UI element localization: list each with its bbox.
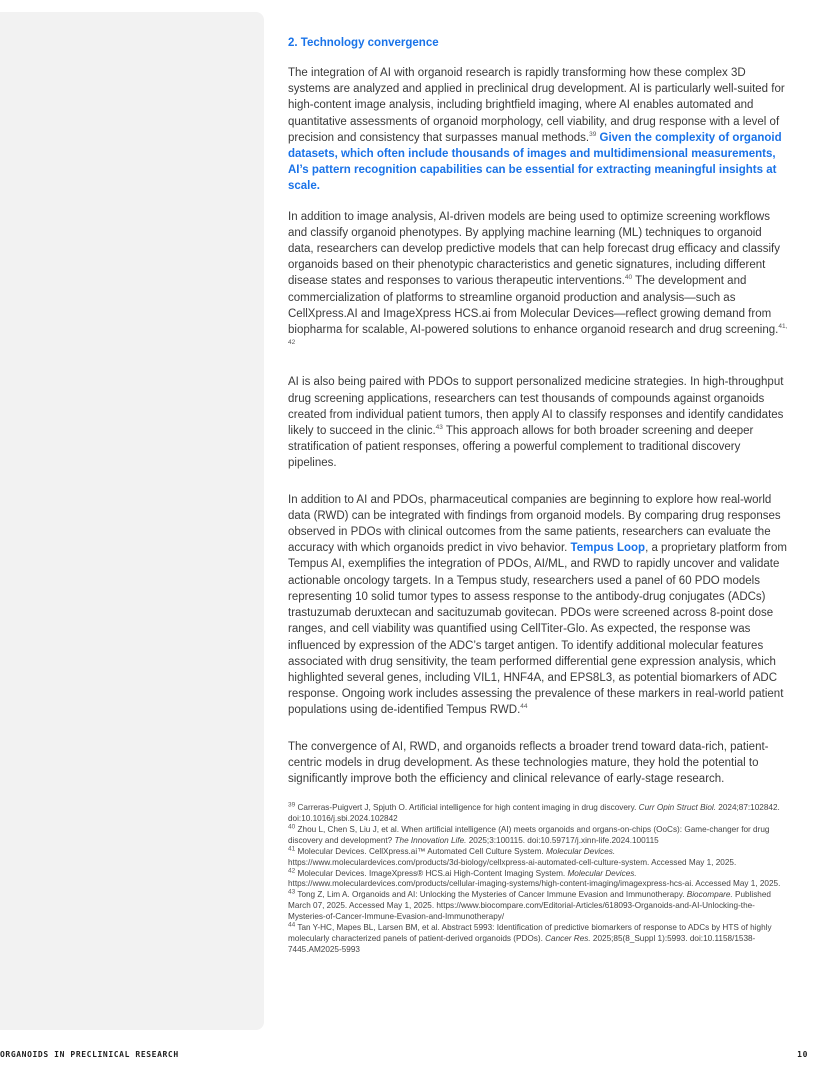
footnote-40: $^{40}$ Zhou L, Chen S, Liu J, et al. When artificial intelligence (AI) meets organoids and organs-on-chips (OoCs): Game-changer for drug discovery and development? The Innovation Life. 2025;3:100115. doi:10.59717/j.xinn-life.2024.100115: [288, 823, 770, 845]
footnotes: [288, 803, 788, 956]
page-footer: [0, 1050, 814, 1059]
section-title: 2. Technology convergence: [288, 37, 439, 49]
paragraph-2: [288, 209, 788, 355]
ref-41-42[interactable]: 41, 42: [288, 323, 788, 347]
paragraph-1: [288, 65, 788, 195]
paragraph-2-text-b: The development and commercialization of platforms to streamline organoid production and analysis—such as CellXpress.AI and ImageXpress HCS.ai from Molecular Devices—reflect growing demand from biopharma for scalable, AI-powered solutions to enhance organoid research and drug screening.: [288, 275, 779, 337]
paragraph-3: [288, 374, 788, 471]
ref-39[interactable]: 39: [589, 130, 597, 138]
ref-40[interactable]: 40: [624, 274, 633, 282]
paragraph-3-text-b: This approach allows for both broader screening and deeper stratification of patient responses, offering a powerful complement to traditional discovery pipelines.: [288, 425, 754, 470]
highlight-quote: Given the complexity of organoid datasets, which often include thousands of images and multidimensional measurements, AI’s pattern recognition capabilities can be essential for extracting meaningful insights at scale.: [288, 131, 782, 193]
footnote-42: $^{42}$ Molecular Devices. ImageXpress® HCS.ai High-Content Imaging System. Molecular Devices. https://www.moleculardevices.com/products/cellular-imaging-systems/high-content-imaging/imagexpress-hcs-ai. Accessed May 1, 2025.: [288, 866, 781, 889]
sidebar-panel: [0, 12, 264, 1030]
paragraph-2-text-a: In addition to image analysis, AI-driven models are being used to optimize screening workflows and classify organoid phenotypes. By applying machine learning (ML) techniques to organoid data, researchers can develop predictive models that can help forecast drug efficacy and classify organoids based on their phenotypic characteristics and genetic signatures, including different disease states and responses to various therapeutic interventions.: [288, 210, 781, 288]
ref-43[interactable]: 43: [435, 424, 443, 432]
footnote-41: $^{41}$ Molecular Devices. CellXpress.ai™ Automated Cell Culture System. Molecular Devices. https://www.moleculardevices.com/products/3d-biology/cellxpress-ai-automated-cell-culture-system. Accessed May 1, 2025.: [288, 845, 737, 867]
footnote-44: $^{44}$ Tan Y-HC, Mapes BL, Larsen BM, et al. Abstract 5993: Identification of predictive biomarkers of response to ADCs by HTS of highly molecularly characterized panels of patient-derived organoids (PDOs). Cancer Res. 2025;85(8_Suppl 1):5993. doi:10.1158/1538-7445.AM2025-5993: [288, 921, 772, 954]
footnote-43: $^{43}$ Tong Z, Lim A. Organoids and AI: Unlocking the Mysteries of Cancer Immune Evasion and Immunotherapy. Biocompare. Published March 07, 2025. Accessed May 1, 2025. https://www.biocompare.com/Editorial-Articles/618093-Organoids-and-AI-Unlocking-the-Mysteries-of-Cancer-Immune-Evasion-and-Immunotherapy/: [288, 888, 771, 922]
article-body: [288, 37, 788, 956]
footnote-39: $^{39}$ Carreras-Puigvert J, Spjuth O. Artificial intelligence for high content imaging in drug discovery. Curr Opin Struct Biol. 2024;87:102842. doi:10.1016/j.sbi.2024.102842: [288, 801, 780, 824]
paragraph-3-text-a: AI is also being paired with PDOs to support personalized medicine strategies. In high-throughput drug screening applications, researchers can test thousands of compounds against organoids created from individual patient tumors, then apply AI to classify responses and identify candidates likely to succeed in the clinic.: [288, 376, 784, 438]
footer-title: ORGANOIDS IN PRECLINICAL RESEARCH: [0, 1050, 179, 1059]
tempus-loop-link[interactable]: Tempus Loop: [570, 542, 646, 555]
paragraph-5: The convergence of AI, RWD, and organoids reflects a broader trend toward data-rich, patient-centric models in drug development. As these technologies mature, they hold the potential to significantly improve both the efficiency and clinical relevance of early-stage research.: [288, 740, 769, 785]
ref-44[interactable]: 44: [520, 703, 528, 711]
paragraph-4-text-a: In addition to AI and PDOs, pharmaceutical companies are beginning to explore how real-world data (RWD) can be integrated with findings from organoid models. By comparing drug responses observed in PDOs with clinical outcomes from the same patients, researchers can evaluate the accuracy with which organoids predict in vivo behavior.: [288, 493, 781, 555]
page-number: 10: [797, 1050, 808, 1059]
paragraph-1-text: The integration of AI with organoid research is rapidly transforming how these complex 3D systems are analyzed and applied in preclinical drug development. AI is particularly well-suited for high-content image analysis, including brightfield imaging, where AI enables automated and quantitative assessments of organoid morphology, cell viability, and drug response with a level of precision and consistency that surpasses manual methods.: [288, 67, 785, 144]
paragraph-4: [288, 492, 788, 719]
paragraph-4-text-b: , a proprietary platform from Tempus AI, exemplifies the integration of PDOs, AI/ML, and RWD to rapidly uncover and validate actionable oncology targets. In a Tempus study, researchers used a panel of 60 PDO models representing 10 solid tumor types to assess response to the antibody-drug conjugates (ADCs) trastuzumab deruxtecan and sacituzumab govitecan. PDOs were screened across 8-point dose ranges, and cell viability was quantified using CellTiter-Glo. As expected, the response was influenced by expression of the ADC’s target antigen. To identify additional molecular features associated with drug sensitivity, the team performed differential gene expression analysis, which highlighted several genes, including VIL1, HNF4A, and EPS8L3, as potential biomarkers of ADC response. Ongoing work includes assessing the prevalence of these markers in real-world patient populations using de-identified Tempus RWD.: [288, 542, 787, 717]
